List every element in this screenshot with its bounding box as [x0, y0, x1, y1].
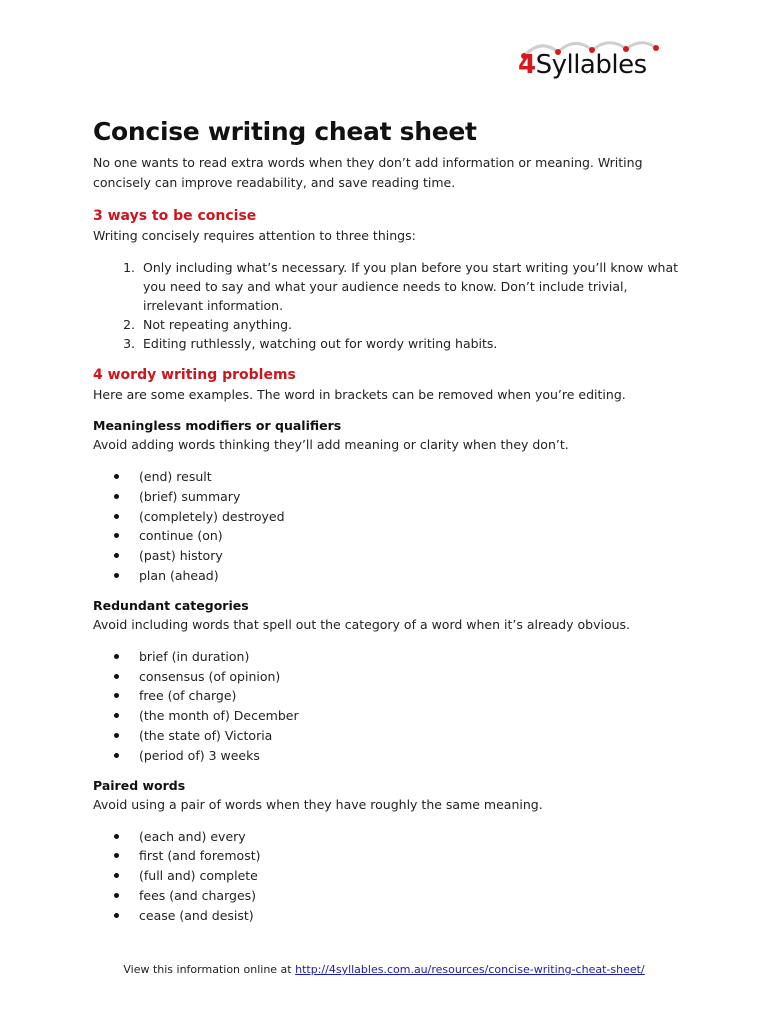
- ways-list: [93, 258, 683, 353]
- section-heading-problems: 4 wordy writing problems: [93, 367, 296, 383]
- list-item: cease (and desist): [139, 906, 683, 926]
- list-item: (end) result: [139, 467, 683, 487]
- brand-logo: [514, 34, 674, 90]
- list-item: brief (in duration): [139, 647, 683, 667]
- subheading-paired: Paired words: [93, 777, 186, 793]
- logo-digit: 4: [518, 50, 536, 80]
- footer-prefix: View this information online at: [123, 963, 296, 976]
- subheading-modifiers: Meaningless modifiers or qualifiers: [93, 418, 342, 433]
- list-item: (completely) destroyed: [139, 507, 683, 527]
- list-item: (brief) summary: [139, 487, 683, 507]
- list-item: (full and) complete: [139, 866, 683, 886]
- list-item: (past) history: [139, 546, 683, 566]
- list-item: (each and) every: [139, 827, 683, 847]
- section-lead-problems: Here are some examples. The word in brackets can be removed when you’re editing.: [93, 387, 626, 402]
- list-item: 2. Not repeating anything.: [139, 315, 683, 334]
- footer-link[interactable]: http://4syllables.com.au/resources/concise-writing-cheat-sheet/: [295, 963, 645, 976]
- list-item: first (and foremost): [139, 846, 683, 866]
- section-lead-ways: Writing concisely requires attention to three things:: [93, 228, 416, 243]
- subheading-categories: Redundant categories: [93, 597, 249, 613]
- modifiers-list: [93, 467, 683, 586]
- list-item: (the state of) Victoria: [139, 726, 683, 746]
- section-heading-ways: 3 ways to be concise: [93, 208, 257, 224]
- categories-list: [93, 647, 683, 766]
- list-item: continue (on): [139, 526, 683, 546]
- desc-modifiers: Avoid adding words thinking they’ll add meaning or clarity when they don’t.: [93, 437, 569, 452]
- list-item: plan (ahead): [139, 566, 683, 586]
- page-footer: [0, 962, 768, 978]
- list-item: (period of) 3 weeks: [139, 746, 683, 766]
- list-item: 1. Only including what’s necessary. If you plan before you start writing you’ll know what you need to say and what your audience needs to know. Don’t include trivial, irrelevant information.: [139, 258, 683, 315]
- list-item: consensus (of opinion): [139, 667, 683, 687]
- list-item: 3. Editing ruthlessly, watching out for wordy writing habits.: [139, 334, 683, 353]
- list-item: free (of charge): [139, 686, 683, 706]
- main-content: [93, 116, 683, 926]
- page-title: Concise writing cheat sheet: [93, 117, 477, 146]
- logo-word: Syllables: [535, 50, 647, 80]
- logo-wordmark: [518, 52, 647, 78]
- list-item: (the month of) December: [139, 706, 683, 726]
- list-item: fees (and charges): [139, 886, 683, 906]
- paired-list: [93, 827, 683, 926]
- desc-paired: Avoid using a pair of words when they have roughly the same meaning.: [93, 796, 543, 812]
- intro-paragraph: No one wants to read extra words when they don’t add information or meaning. Writing concisely can improve readability, and save reading time.: [93, 155, 643, 190]
- desc-categories: Avoid including words that spell out the category of a word when it’s already obvious.: [93, 616, 630, 632]
